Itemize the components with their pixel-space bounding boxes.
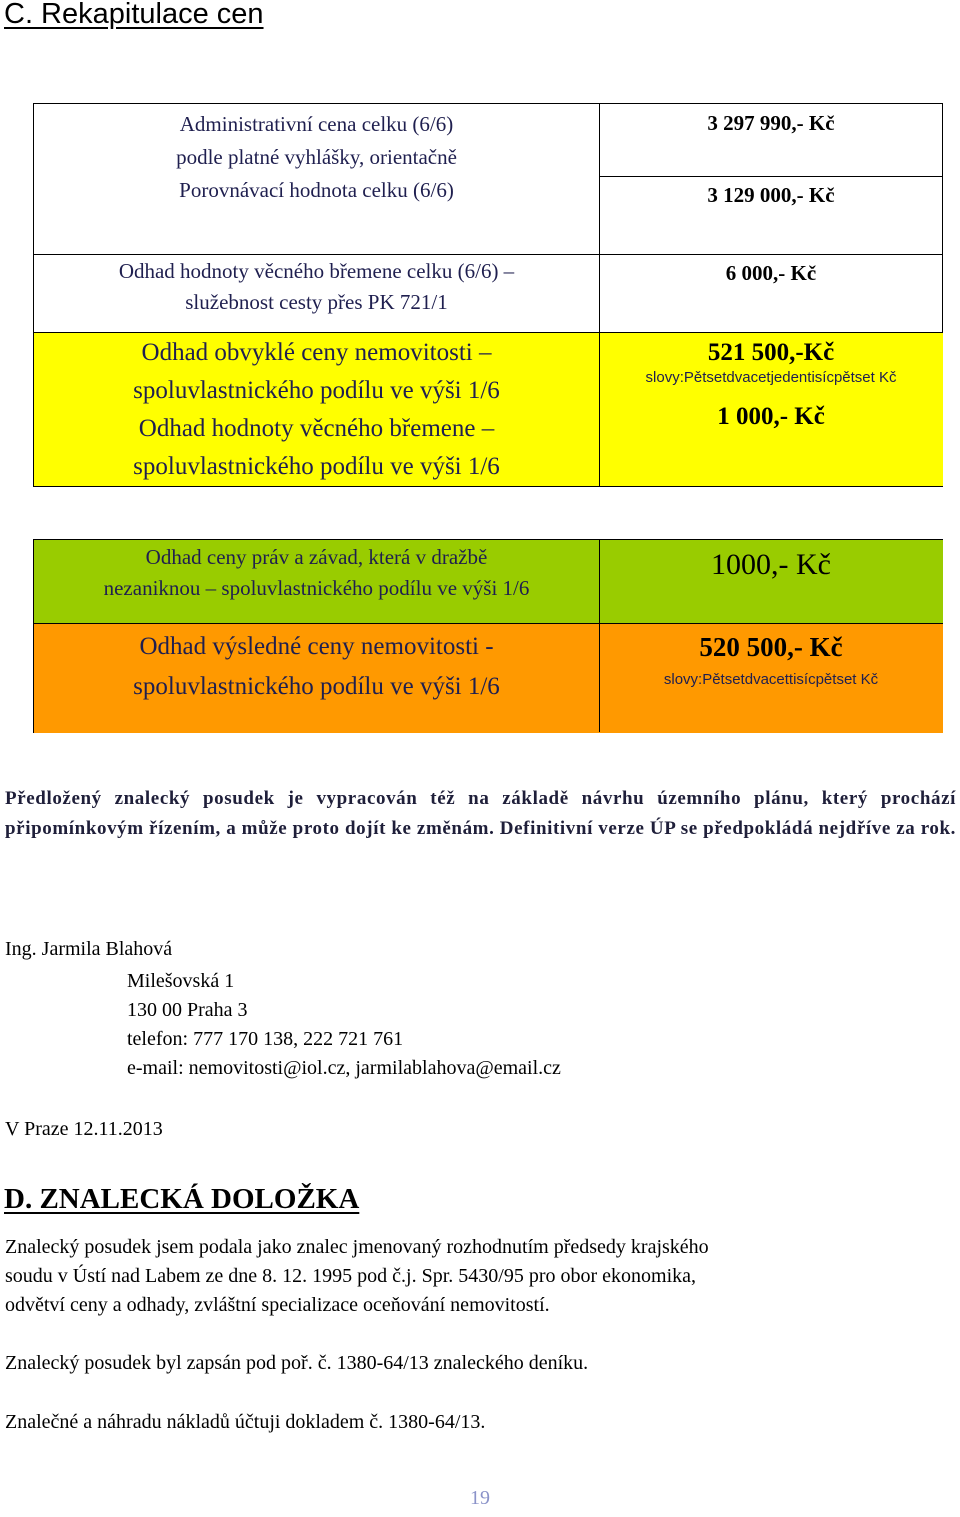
vysledna-label-line1: Odhad výsledné ceny nemovitosti - — [139, 633, 494, 660]
bremeno-value-cell — [599, 254, 943, 332]
prava-label-cell — [34, 540, 599, 623]
bremeno-podil-label-line2: spoluvlastnického podílu ve výši 1/6 — [133, 453, 500, 480]
obvykla-label-line1: Odhad obvyklé ceny nemovitosti – — [141, 339, 492, 366]
author-street: Milešovská 1 — [127, 970, 235, 992]
admin-value: 3 297 990,- Kč — [707, 111, 835, 135]
bremeno-podil-value: 1 000,- Kč — [717, 403, 825, 430]
vysledna-value-cell — [599, 623, 943, 733]
expert-clause-paragraph — [5, 1233, 955, 1320]
author-phone: telefon: 777 170 138, 222 721 761 — [127, 1028, 404, 1050]
obvykla-label-cell — [34, 332, 599, 486]
bremeno-podil-label-line1: Odhad hodnoty věcného břemene – — [138, 415, 495, 442]
page-number: 19 — [470, 1487, 490, 1509]
obvykla-label-line2: spoluvlastnického podílu ve výši 1/6 — [133, 377, 500, 404]
prava-label-line2: nezaniknou – spoluvlastnického podílu ve výši 1/6 — [103, 576, 530, 600]
table1-row-divider — [34, 332, 943, 333]
section-d-title: D. ZNALECKÁ DOLOŽKA — [4, 1183, 360, 1215]
table2-col-divider — [599, 540, 600, 732]
invoice-paragraph: Znalečné a náhradu nákladů účtuji dokladem č. 1380-64/13. — [5, 1411, 486, 1433]
obvykla-value: 521 500,-Kč — [707, 339, 835, 366]
table1-row-divider — [599, 176, 943, 177]
price-summary-table — [33, 103, 943, 487]
prava-label-line1: Odhad ceny práv a závad, která v dražbě — [145, 545, 488, 569]
section-c-title: C. Rekapitulace cen — [4, 0, 264, 30]
admin-label-line2: podle platné vyhlášky, orientačně — [176, 145, 457, 169]
bremeno-label-line2: služebnost cesty přes PK 721/1 — [185, 290, 448, 314]
vysledna-label-line2: spoluvlastnického podílu ve výši 1/6 — [133, 673, 500, 700]
author-city: 130 00 Praha 3 — [127, 999, 248, 1021]
expert-clause-line1: Znalecký posudek jsem podala jako znalec jmenovaný rozhodnutím předsedy krajského — [5, 1236, 709, 1258]
place-date: V Praze 12.11.2013 — [5, 1118, 163, 1140]
porov-value: 3 129 000,- Kč — [707, 183, 835, 207]
result-price-table — [33, 539, 943, 733]
admin-label-line1: Administrativní cena celku (6/6) — [179, 112, 454, 136]
table2-row-divider — [34, 623, 943, 624]
bremeno-label-cell — [34, 254, 599, 332]
expert-clause-line3: odvětví ceny a odhady, zvláštní specializace oceňování nemovitostí. — [5, 1294, 550, 1316]
obvykla-words: slovy:Pětsetdvacetjedentisícpětset Kč — [645, 369, 897, 386]
author-email: e-mail: nemovitosti@iol.cz, jarmilablahova@email.cz — [127, 1057, 561, 1079]
prava-value-cell — [599, 540, 943, 623]
prava-value: 1000,- Kč — [711, 548, 831, 581]
vysledna-label-cell — [34, 623, 599, 733]
admin-value-cell — [599, 104, 943, 176]
table1-row-divider — [34, 254, 943, 255]
bremeno-label-line1: Odhad hodnoty věcného břemene celku (6/6) – — [118, 259, 515, 283]
bremeno-value: 6 000,- Kč — [725, 261, 817, 285]
expert-clause-line2: soudu v Ústí nad Labem ze dne 8. 12. 1995 pod č.j. Spr. 5430/95 pro obor ekonomika, — [5, 1265, 697, 1287]
vysledna-words: slovy:Pětsetdvacettisícpětset Kč — [663, 671, 879, 688]
obvykla-value-cell — [599, 332, 943, 486]
vysledna-value: 520 500,- Kč — [699, 632, 843, 662]
author-name: Ing. Jarmila Blahová — [5, 938, 173, 960]
porov-value-cell — [599, 176, 943, 254]
planning-note: Předložený znalecký posudek je vypracován též na základě návrhu územního plánu, který prochází připomínkovým řízením, a může proto dojít ke změnám. Definitivní verze ÚP se předpokládá nejdříve za rok. — [5, 788, 956, 839]
table1-col-divider — [599, 104, 600, 486]
registry-paragraph: Znalecký posudek byl zapsán pod poř. č. 1380-64/13 znaleckého deníku. — [5, 1352, 589, 1374]
admin-cell-label — [34, 104, 599, 254]
porov-label: Porovnávací hodnota celku (6/6) — [179, 178, 454, 202]
author-contact — [127, 967, 561, 1083]
